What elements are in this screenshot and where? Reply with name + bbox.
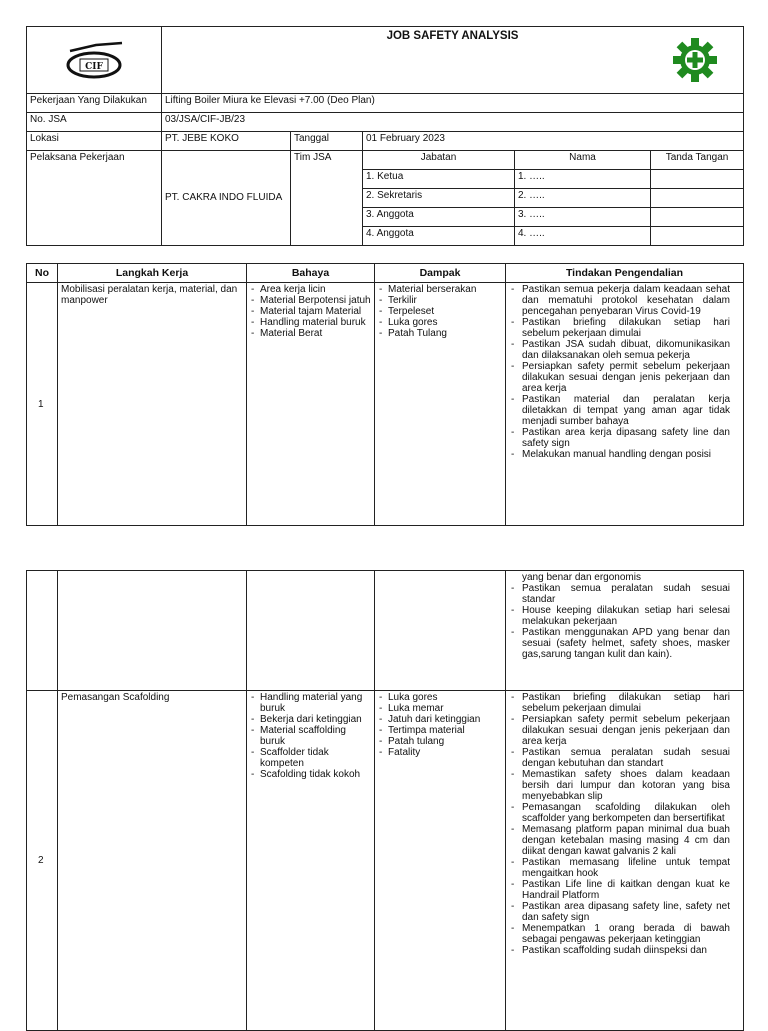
step-tindakan [506, 691, 744, 1031]
tindakan-item: - Pastikan area kerja dipasang safety line dan safety sign [509, 427, 740, 449]
dampak-item: - Terkilir [378, 295, 502, 306]
step-langkah [58, 571, 247, 691]
tindakan-continued-text: yang benar dan ergonomis [522, 572, 641, 583]
dampak-item: - Jatuh dari ketinggian [378, 714, 502, 725]
tindakan-item: - Persiapkan safety permit sebelum pekerjaan dilakukan sesuai dengan jenis pekerjaan dan area kerja [509, 361, 740, 394]
header-row-no-jsa [27, 113, 744, 132]
tindakan-item: - Pemasangan scafolding dilakukan oleh scaffolder yang berkompeten dan bersertifikat [509, 802, 740, 824]
bahaya-item: - Scaffolder tidak kompeten [250, 747, 371, 769]
header-row-pekerjaan [27, 94, 744, 113]
tindakan-item: - Melakukan manual handling dengan posisi [509, 449, 740, 460]
bahaya-item: - Material Berpotensi jatuh [250, 295, 371, 306]
tindakan-item: - Pastikan menggunakan APD yang benar dan sesuai (safety helmet, safety shoes, masker gas,sarung tangan kulit dan kain). [509, 627, 740, 660]
team-jabatan: 4. Anggota [363, 227, 515, 246]
bahaya-item: - Bekerja dari ketinggian [250, 714, 371, 725]
team-signature [651, 189, 744, 208]
header-table [26, 26, 744, 246]
tindakan-item: - Pastikan scaffolding sudah diinspeksi dan [509, 945, 740, 956]
col-no: No [27, 264, 58, 283]
team-col-jabatan: Jabatan [363, 151, 515, 170]
dampak-item: - Terpeleset [378, 306, 502, 317]
step-bahaya [247, 571, 375, 691]
svg-text:CIF: CIF [85, 61, 103, 72]
tindakan-item: - Pastikan semua peralatan sudah sesuai dengan kebutuhan dan standart [509, 747, 740, 769]
step-bahaya [247, 691, 375, 1031]
document-title: JOB SAFETY ANALYSIS [386, 30, 519, 42]
tindakan-item: - Pastikan semua pekerja dalam keadaan sehat dan mematuhi protokol kesehatan dalam pencegahan penyebaran Virus Covid-19 [509, 284, 740, 317]
bahaya-item: - Material scaffolding buruk [250, 725, 371, 747]
tindakan-item: - Pastikan area dipasang safety line, safety net dan safety sign [509, 901, 740, 923]
bahaya-item: - Handling material yang buruk [250, 692, 371, 714]
step-bahaya [247, 283, 375, 526]
team-jabatan: 3. Anggota [363, 208, 515, 227]
step-no: 2 [27, 691, 58, 1031]
step-no [27, 571, 58, 691]
step-dampak [375, 283, 506, 526]
dampak-item: - Patah Tulang [378, 328, 502, 339]
gear-cross-icon [671, 36, 719, 84]
col-langkah-kerja: Langkah Kerja [58, 264, 247, 283]
team-jabatan: 1. Ketua [363, 170, 515, 189]
tindakan-item: - Pastikan briefing dilakukan setiap hari sebelum pekerjaan dimulai [509, 692, 740, 714]
label-tim-jsa: Tim JSA [291, 151, 363, 246]
tindakan-item: - Pastikan briefing dilakukan setiap hari sebelum pekerjaan dimulai [509, 317, 740, 339]
step-tindakan [506, 283, 744, 526]
team-signature [651, 227, 744, 246]
bahaya-item: - Material tajam Material [250, 306, 371, 317]
bahaya-item: - Area kerja licin [250, 284, 371, 295]
step-dampak [375, 691, 506, 1031]
document-title-cell [162, 27, 744, 94]
dampak-item: - Luka gores [378, 692, 502, 703]
label-pelaksana: Pelaksana Pekerjaan [27, 151, 162, 246]
label-pekerjaan: Pekerjaan Yang Dilakukan [27, 94, 162, 113]
bahaya-item: - Handling material buruk [250, 317, 371, 328]
tindakan-item: - House keeping dilakukan setiap hari selesai melakukan pekerjaan [509, 605, 740, 627]
value-pekerjaan: Lifting Boiler Miura ke Elevasi +7.00 (Deo Plan) [162, 94, 744, 113]
tindakan-item: - Pastikan Life line di kaitkan dengan kuat ke Handrail Platform [509, 879, 740, 901]
company-logo-icon [62, 37, 126, 81]
bahaya-item: - Material Berat [250, 328, 371, 339]
header-row-lokasi [27, 132, 744, 151]
team-jabatan: 2. Sekretaris [363, 189, 515, 208]
steps-table-continued [26, 570, 744, 1031]
col-dampak: Dampak [375, 264, 506, 283]
step-langkah: Pemasangan Scafolding [58, 691, 247, 1031]
value-tanggal: 01 February 2023 [363, 132, 744, 151]
tindakan-item: - Pastikan semua peralatan sudah sesuai standar [509, 583, 740, 605]
team-col-tanda-tangan: Tanda Tangan [651, 151, 744, 170]
dampak-item: - Material berserakan [378, 284, 502, 295]
tindakan-item: - Pastikan memasang lifeline untuk tempat mengaitkan hook [509, 857, 740, 879]
value-no-jsa: 03/JSA/CIF-JB/23 [162, 113, 744, 132]
team-nama: 2. ….. [515, 189, 651, 208]
tindakan-item: - Memasang platform papan minimal dua buah dengan ketebalan masing masing 4 cm dan diikat dengan kawat galvanis 2 kali [509, 824, 740, 857]
team-signature [651, 208, 744, 227]
dampak-item: - Fatality [378, 747, 502, 758]
dampak-item: - Patah tulang [378, 736, 502, 747]
label-lokasi: Lokasi [27, 132, 162, 151]
step-tindakan [506, 571, 744, 691]
dampak-item: - Luka gores [378, 317, 502, 328]
label-no-jsa: No. JSA [27, 113, 162, 132]
tindakan-item: - Memastikan safety shoes dalam keadaan bersih dari lumpur dan kotoran yang bisa menyebabkan slip [509, 769, 740, 802]
step-no: 1 [27, 283, 58, 526]
step-row-2 [27, 691, 744, 1031]
value-lokasi: PT. JEBE KOKO [162, 132, 291, 151]
steps-table [26, 263, 744, 526]
value-pelaksana: PT. CAKRA INDO FLUIDA [162, 151, 291, 246]
dampak-item: - Tertimpa material [378, 725, 502, 736]
bahaya-item: - Scafolding tidak kokoh [250, 769, 371, 780]
step-langkah: Mobilisasi peralatan kerja, material, dan manpower [58, 283, 247, 526]
tindakan-item: - Menempatkan 1 orang berada di bawah sebagai pengawas pekerjaan ketinggian [509, 923, 740, 945]
dampak-item: - Luka memar [378, 703, 502, 714]
tindakan-item: - Pastikan JSA sudah dibuat, dikomunikasikan dan dilaksanakan oleh semua pekerja [509, 339, 740, 361]
team-nama: 1. ….. [515, 170, 651, 189]
step-row-1 [27, 283, 744, 526]
tindakan-item: - Pastikan material dan peralatan kerja diletakkan di tempat yang aman agar tidak menjadi sumber bahaya [509, 394, 740, 427]
steps-header-row [27, 264, 744, 283]
label-tanggal: Tanggal [291, 132, 363, 151]
team-col-nama: Nama [515, 151, 651, 170]
team-nama: 4. ….. [515, 227, 651, 246]
team-signature [651, 170, 744, 189]
col-tindakan: Tindakan Pengendalian [506, 264, 744, 283]
step-dampak [375, 571, 506, 691]
logo-cell [27, 27, 162, 94]
tindakan-item: - Persiapkan safety permit sebelum pekerjaan dilakukan sesuai dengan jenis pekerjaan dan area kerja [509, 714, 740, 747]
col-bahaya: Bahaya [247, 264, 375, 283]
step-row-1-continued [27, 571, 744, 691]
team-nama: 3. ….. [515, 208, 651, 227]
